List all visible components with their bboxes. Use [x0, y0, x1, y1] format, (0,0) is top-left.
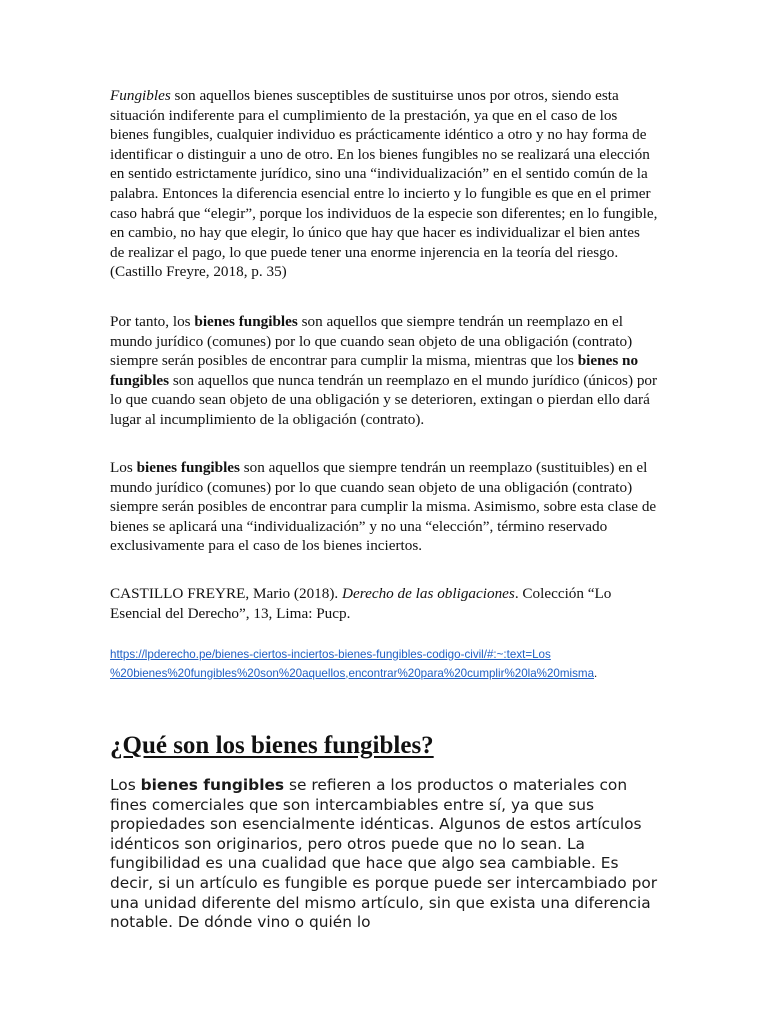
bold-term: bienes fungibles: [194, 313, 298, 330]
paragraph-fungibles-definition: [110, 86, 658, 282]
paragraph-text: Por tanto, los: [110, 313, 195, 330]
section-heading: ¿Qué son los bienes fungibles?: [110, 732, 434, 759]
paragraph-text: son aquellos bienes susceptibles de sustituirse unos por otros, siendo esta situación indiferente para el cumplimiento de la prestación, ya que en el caso de los bienes fungibles, cualquier individuo es prácticamente idéntico a otro y no hay forma de identificar o distinguir a uno de otro. En los bienes fungibles no se realizará una elección en sentido estrictamente jurídico, sino una “individualización” en el sentido común de la palabra. Entonces la diferencia esencial entre lo incierto y lo fungible es que en el primer caso habrá que “elegir”, porque los individuos de la especie son diferentes; en lo fungible, en cambio, no hay que elegir, lo único que hay que hacer es individualizar el bien antes de realizar el pago, lo que puede tener una enorme injerencia en la teoría del riesgo. (Castillo Freyre, 2018, p. 35): [110, 87, 658, 281]
source-link-paragraph: [110, 645, 658, 683]
term-fungibles: Fungibles: [110, 87, 171, 104]
paragraph-text: Los: [110, 459, 137, 476]
paragraph-text: son aquellos que siempre tendrán un reemplazo en el mundo jurídico (comunes) por lo que cuando sean objeto de una obligación (contrato) siempre serán posibles de encontrar para cumplir la misma, mientras que los: [110, 313, 633, 370]
paragraph-text: Los: [110, 776, 141, 794]
paragraph-text: son aquellos que nunca tendrán un reemplazo en el mundo jurídico (únicos) por lo que cuando sean objeto de una obligación y se deterioren, extingan o pierdan ello dará lugar al incumplimiento de la obligación (contrato).: [110, 371, 658, 428]
bold-term: bienes fungibles: [136, 459, 240, 476]
reference-details: . Colección “Lo Esencial del Derecho”, 13, Lima: Pucp.: [110, 585, 612, 622]
source-link[interactable]: [110, 648, 594, 680]
paragraph-por-tanto: [110, 312, 658, 430]
paragraph-text: son aquellos que siempre tendrán un reemplazo (sustituibles) en el mundo jurídico (comunes) por lo que cuando sean objeto de una obligación (contrato) siempre serán posibles de encontrar para cumplir la misma. Asimismo, sobre esta clase de bienes se aplicará una “individualización” y no una “elección”, término reservado exclusivamente para el caso de los bienes inciertos.: [110, 459, 657, 555]
link-line-2: %20bienes%20fungibles%20son%20aquellos,encontrar%20para%20cumplir%20la%20misma: [110, 666, 595, 680]
link-trailing-period: .: [594, 666, 598, 680]
reference-title: Derecho de las obligaciones: [342, 585, 515, 602]
bold-term: bienes no fungibles: [110, 352, 639, 389]
paragraph-text: se refieren a los productos o materiales con fines comerciales que son intercambiables entre sí, ya que sus propiedades son esencialmente idénticas. Algunos de estos artículos idénticos son originarios, pero otros puede que no lo sean. La fungibilidad es una cualidad que hace que algo sea cambiable. Es decir, si un artículo es fungible es porque puede ser intercambiado por una unidad diferente del mismo artículo, sin que exista una diferencia notable. De dónde vino o quién lo: [110, 776, 658, 932]
link-line-1: https://lpderecho.pe/bienes-ciertos-inciertos-bienes-fungibles-codigo-civil/#:~:text=Los: [110, 647, 551, 661]
paragraph-los-bienes: [110, 458, 658, 556]
bibliographic-reference: [110, 584, 658, 623]
paragraph-que-son: [110, 776, 658, 933]
bold-term: bienes fungibles: [140, 776, 285, 794]
reference-author: CASTILLO FREYRE, Mario (2018).: [110, 585, 343, 602]
